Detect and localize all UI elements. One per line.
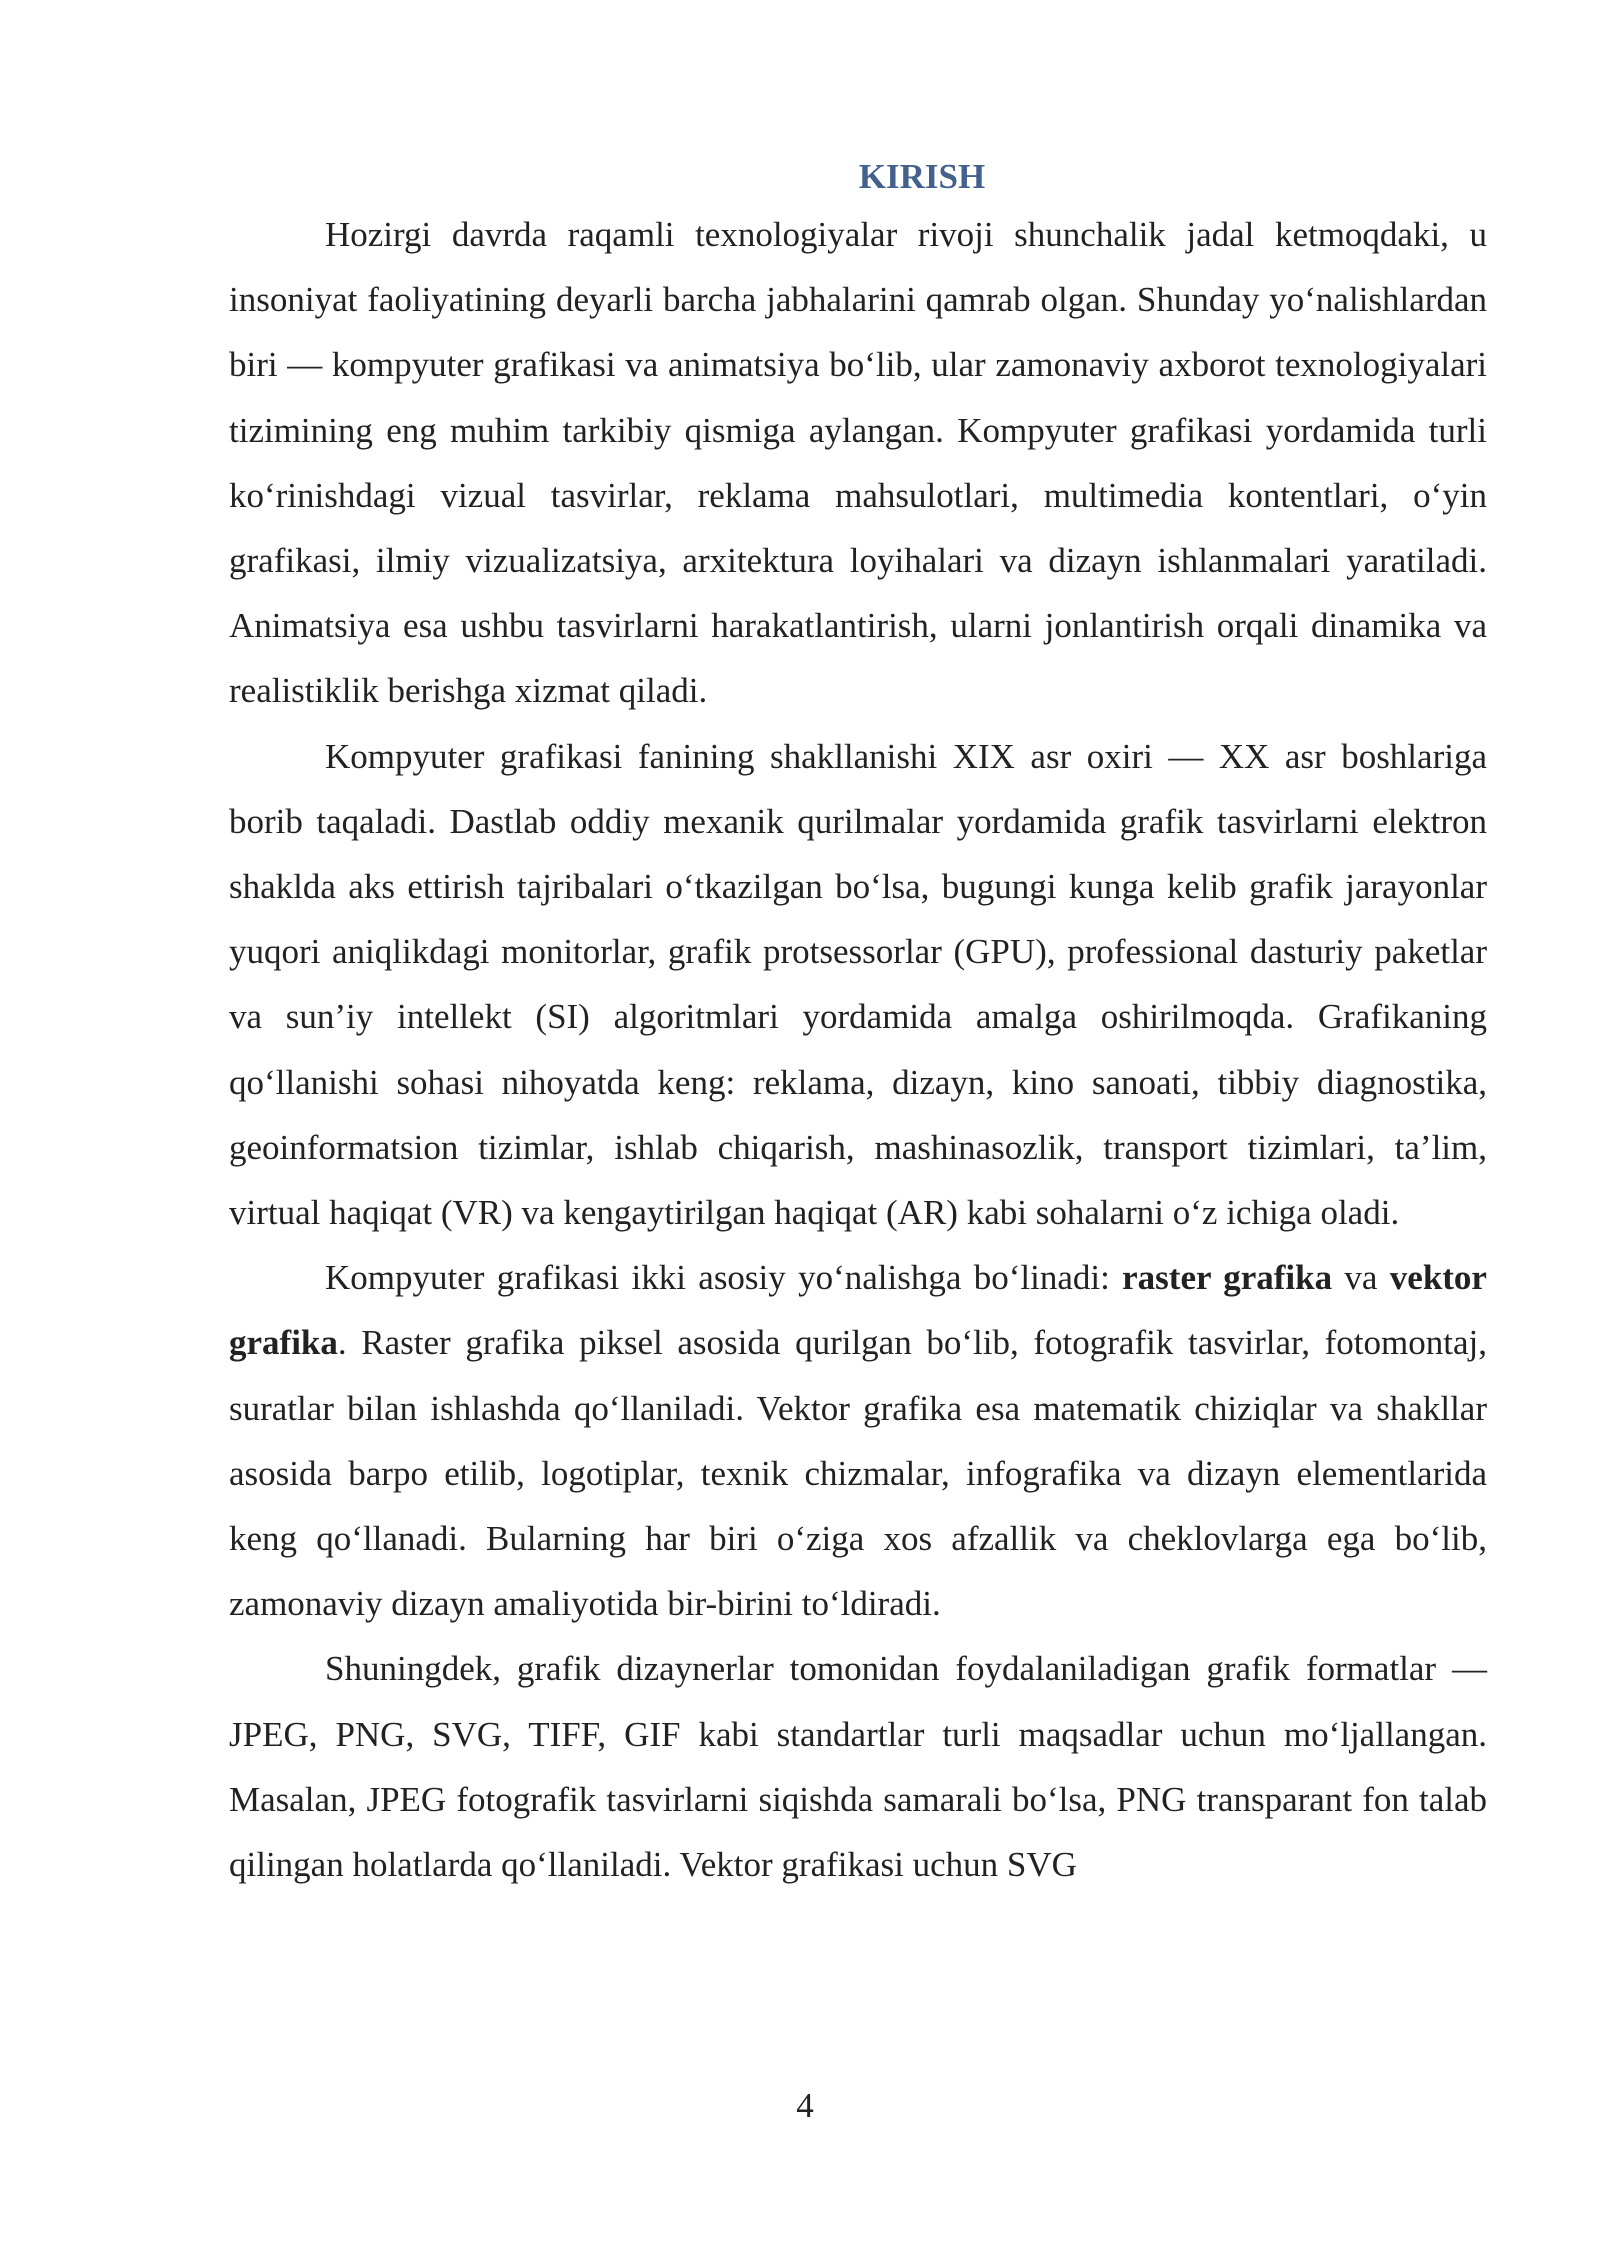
page-content [229,152,1487,1897]
paragraph-text: Kompyuter grafikasi ikki asosiy yoʻnalishga boʻlinadi: [325,1258,1123,1298]
paragraph-intro: Hozirgi davrda raqamli texnologiyalar rivoji shunchalik jadal ketmoqdaki, u insoniyat faoliyatining deyarli barcha jabhalarini qamrab olgan. Shunday yoʻnalishlardan biri — kompyuter grafikasi va animatsiya boʻlib, ular zamonaviy axborot texnologiyalari tizimining eng muhim tarkibiy qismiga aylangan. Kompyuter grafikasi yordamida turli koʻrinishdagi vizual tasvirlar, reklama mahsulotlari, multimedia kontentlari, oʻyin grafikasi, ilmiy vizualizatsiya, arxitektura loyihalari va dizayn ishlanmalari yaratiladi. Animatsiya esa ushbu tasvirlarni harakatlantirish, ularni jonlantirish orqali dinamika va realistiklik berishga xizmat qiladi. [229,215,1487,711]
paragraph-formats: Shuningdek, grafik dizaynerlar tomonidan foydalaniladigan grafik formatlar — JPEG, PNG, SVG, TIFF, GIF kabi standartlar turli maqsadlar uchun moʻljallangan. Masalan, JPEG fotografik tasvirlarni siqishda samarali boʻlsa, PNG transparant fon talab qilingan holatlarda qoʻllaniladi. Vektor grafikasi uchun SVG [229,1649,1487,1885]
paragraph-history: Kompyuter grafikasi fanining shakllanishi XIX asr oxiri — XX asr boshlariga borib taqaladi. Dastlab oddiy mexanik qurilmalar yordamida grafik tasvirlarni elektron shaklda aks ettirish tajribalari oʻtkazilgan boʻlsa, bugungi kunga kelib grafik jarayonlar yuqori aniqlikdagi monitorlar, grafik protsessorlar (GPU), professional dasturiy paketlar va sun’iy intellekt (SI) algoritmlari yordamida amalga oshirilmoqda. Grafikaning qoʻllanishi sohasi nihoyatda keng: reklama, dizayn, kino sanoati, tibbiy diagnostika, geoinformatsion tizimlar, ishlab chiqarish, mashinasozlik, transport tizimlari, ta’lim, virtual haqiqat (VR) va kengaytirilgan haqiqat (AR) kabi sohalarni oʻz ichiga oladi. [229,736,1487,1233]
page-number: 4 [796,2086,814,2125]
section-title: KIRISH [858,157,986,196]
bold-term-raster: raster grafika [1122,1258,1333,1298]
paragraph-graphics-types [229,1245,1487,1636]
paragraph-text: . Raster grafika piksel asosida qurilgan boʻlib, fotografik tasvirlar, fotomontaj, suratlar bilan ishlashda qoʻllaniladi. Vektor grafika esa matematik chiziqlar va shakllar asosida barpo etilib, logotiplar, texnik chizmalar, infografika va dizayn elementlarida keng qoʻllanadi. Bularning har biri oʻziga xos afzallik va cheklovlarga ega boʻlib, zamonaviy dizayn amaliyotida bir-birini toʻldiradi. [229,1323,1487,1624]
paragraph-text: va [1332,1258,1390,1298]
bold-term-vector: vektor grafika [229,1258,1487,1363]
